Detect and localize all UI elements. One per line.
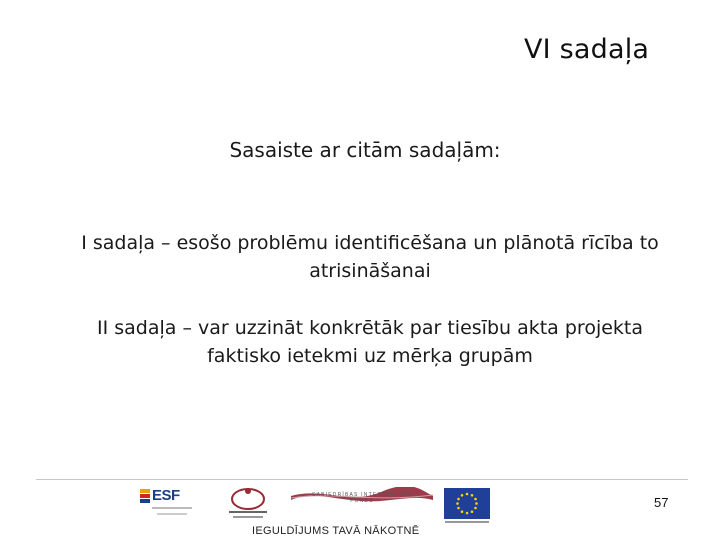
paragraph-line: atrisināšanai [309,260,431,282]
footer-slogan: IEGULDĪJUMS TAVĀ NĀKOTNĒ [252,525,420,537]
slide-title: VI sadaļa [524,34,650,65]
esf-caption-line [157,513,187,515]
coat-of-arms-logo [215,485,281,525]
paragraph-section-1 [60,229,680,285]
slide-subtitle: Sasaiste ar citām sadaļām: [229,138,501,162]
paragraph-line: I sadaļa – esošo problēmu identificēšana un plānotā rīcība to [81,232,659,254]
paragraph-section-2 [60,314,680,370]
eu-flag-icon [444,488,490,519]
esf-logo-text: ESF [152,487,180,504]
esf-bars-icon [140,489,150,504]
footer-divider [36,479,688,480]
esf-logo [137,487,207,527]
paragraph-line: II sadaļa – var uzzināt konkrētāk par tiesību akta projekta [96,317,644,339]
page-number: 57 [654,495,669,510]
paragraph-line: faktisko ietekmi uz mērķa grupām [207,345,533,367]
integration-fund-logo [291,487,433,505]
esf-caption-line [152,507,192,509]
eu-caption-line [445,521,489,523]
integration-fund-text: SABIEDRĪBAS INTEGRĀCIJAS FONDS [312,492,412,504]
